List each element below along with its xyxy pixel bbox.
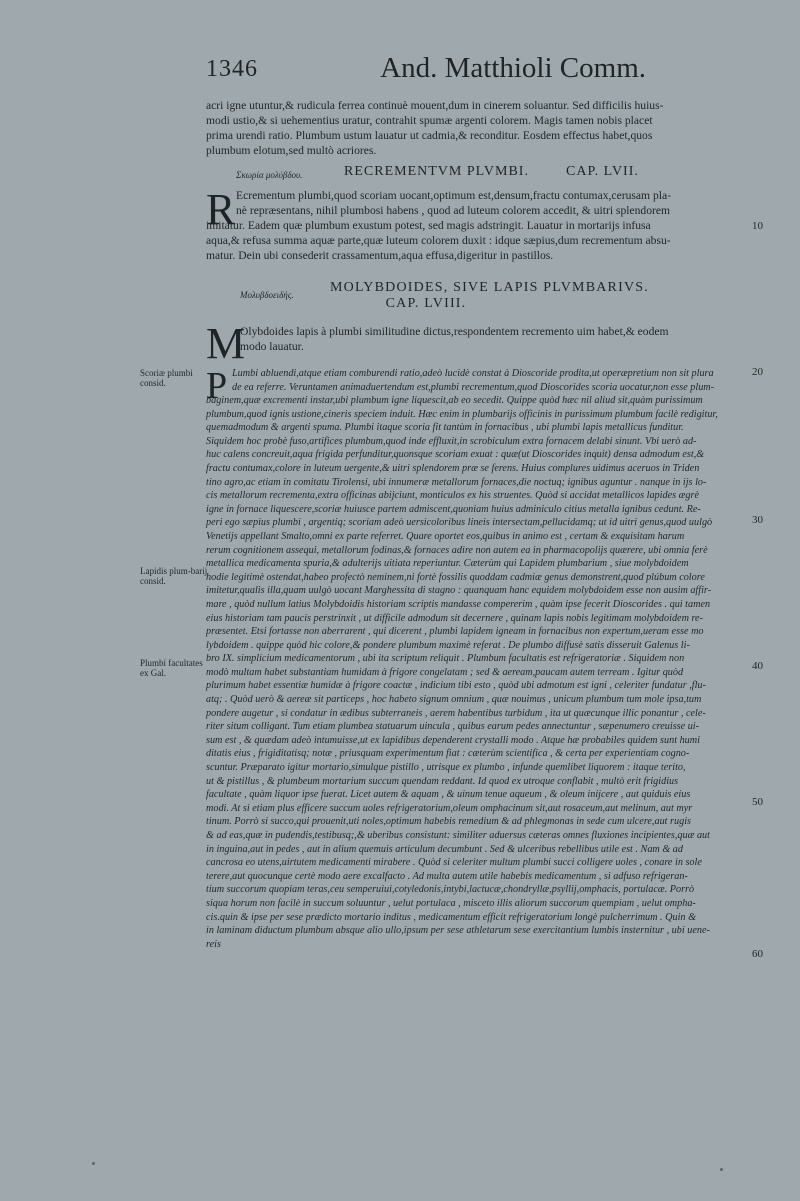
text-line: quemadmodum & argenti spuma. Plumbi itaque scoria fit tantùm in fornacibus , ubi plumbi lapis metallicus funditur. <box>206 422 684 434</box>
line-number: 20 <box>752 366 763 378</box>
running-head: And. Matthioli Comm. <box>380 52 646 84</box>
margin-note: Lapidis plum-barij consid. <box>140 566 208 586</box>
line-number: 60 <box>752 948 763 960</box>
text-line: Siquidem hoc probè fuso,artifices plumbum,quod inde effluxit,in scrobiculum extra fornacem delabi sinunt. Vbi uerò ad- <box>206 435 697 447</box>
chapter-number: CAP. LVII. <box>566 164 639 179</box>
text-line: rerum cognitionem assequi, metallorum fodinas,& fornaces adire non autem ea in pharmacopolijs quærere, ubi omnia ferè <box>206 544 708 556</box>
greek-title: Μολυβδοειδής. <box>240 290 294 300</box>
text-line: imitetur,qualis illa,quam uulgò uocant Marghessita di stagno : quanquam hanc equidem molybdoidem esse non ausim affir- <box>206 585 712 597</box>
text-line: acri igne utuntur,& rudicula ferrea continuè mouent,dum in cinerem soluantur. Sed difficilis huius- <box>206 99 664 112</box>
margin-note: Plumbi facultates ex Gal. <box>140 658 203 678</box>
text-line: plumbum,quod ignis ustione,cineris speciem induit. Hæc enim in plumbarijs officinis in purissimum plumbum facilè redigitur, <box>206 408 718 420</box>
greek-title: Σκωρία μολύβδου. <box>236 170 303 180</box>
commentary-text <box>232 367 715 394</box>
text-line: nè repræsentans, nihil plumbosi habens , quod ad luteum colorem accedit, & uitri splendorem <box>236 204 671 217</box>
text-line: riter situm colligant. Tum etiam plumbea statuarum uincula , quibus earum pedes annectuntur , sæpenumero creuisse ui- <box>206 721 700 733</box>
commentary-text-cont <box>206 394 718 951</box>
text-line: lybdoidem . quippe quòd hic colore,& pondere plumbum maximè referat . De plumbo diffusè satis disseruit Galenus li- <box>206 639 690 651</box>
chapter-title: MOLYBDOIDES, SIVE LAPIS PLVMBARIVS. <box>330 280 649 295</box>
text-line: fractu contumax,colore in luteum uergente,& uitri splendorem præ se ferens. Huius complures uidimus aceruos in Triden <box>206 462 700 474</box>
text-line: plumbum elotum,sed multò acriores. <box>206 144 377 157</box>
text-line: imitatur. Eadem quæ plumbum exustum potest, sed magis adstringit. Lauatur in mortarijs infusa <box>206 219 651 232</box>
text-line: siqua horum non facilè in succum soluuntur , uelut portulaca , misceto illis aliorum succorum quempiam , uelut ompha- <box>206 897 696 909</box>
text-line: pondere augetur , si condatur in ædibus subterraneis , aerem habentibus turbidum , ita ut quæcunque illic ponantur , cele- <box>206 707 706 719</box>
text-line: mare , quòd nullum latius Molybdoidis historiam scriptis mandasse compererim , quàm ipse fecerit Dioscorides . qui tamen <box>206 598 711 610</box>
page-number: 1346 <box>206 56 258 82</box>
text-line: atq; . Quòd uerò & aereæ sit particeps , hoc habeto signum omnium , quæ nouimus , unicum plumbum tum mole ipsa,tum <box>206 694 702 706</box>
text-line: modi ustio,& si uehementius uratur, contrahit spumæ argenti colorem. Magis tamen nobis placet <box>206 114 653 127</box>
text-line: tinum. Porrò si succo,qui prouenit,uti noles,optimum habebis remedium & ad phlegmonas in sede cum ulcere,aut rugis <box>206 816 691 828</box>
text-line: in inguina,aut in pedes , aut in alium quemuis articulum decumbunt . Sed & ulceribus rebellibus utile est . Nam & ad <box>206 843 683 855</box>
text-line: ditatis eius , frigiditatisq; notæ , priusquam experimentum fiat : cæterùm scientifica , & certa per experientiam cogno- <box>206 748 690 760</box>
text-line: baginem,quæ excrementi instar,ubi plumbum igne liquescit,ab eo secedit. Quippe quòd hæc nil aliud sit,quàm purissimum <box>206 395 703 406</box>
ink-spot <box>92 1162 95 1165</box>
text-line: cancrosa eo utens,uirtutem medicamenti mirabere . Quòd si celeriter multum plumbi succi colligere uoles , conare in sole <box>206 857 702 869</box>
text-line: & ad eas,quæ in pudendis,testibusq;,& uberibus consistunt: similiter aduersus cæteras omnes fluxiones incipientes,quæ aut <box>206 830 710 841</box>
line-number: 40 <box>752 660 763 672</box>
text-line: huc calens concreuit,aqua frigida perfunditur,quonsque scoriam exuat : quæ(ut Dioscorides inquit) densa admodum est,& <box>206 449 705 461</box>
text-line: plurimum habet essentiæ humidæ à frigore coactæ , indicium tibi esto , quòd ubi admotum est igni , celeriter fundatur ,flu- <box>206 680 706 692</box>
text-line: tium succorum quopiam teras,ceu semperuiui,cotyledonis,intybi,lactucæ,chondryllæ,psyllij,omphacis, portulacæ. Porrò <box>206 884 695 896</box>
line-number: 10 <box>752 220 763 232</box>
chapter-paragraph <box>236 188 671 218</box>
chapter-title: RECREMENTVM PLVMBI. <box>344 164 529 179</box>
text-line: in laminam diductum plumbum absque alio ullo,ipsum per sese athletarum sese exercitantium lumbis insternitur , ubi uene- <box>206 925 710 937</box>
text-line: de ea referre. Veruntamen animaduertendum est,plumbi recrementum,quod Dioscorides scoria uocatur,non esse plum- <box>232 381 715 393</box>
page-header <box>206 52 646 86</box>
text-line: cis.quin & ipse per sese prædicto mortario inditus , medicamentum efficit refrigeratorium longè pulcherrimum . Quin & <box>206 911 696 923</box>
text-line: peri ego sæpius plumbi , argentiq; scoriam adeò uersicoloribus lineis intersectam,pellucidamq; ut id uitri genus,quod uulgò <box>206 517 713 529</box>
text-line: sum est , & quædam adeò intumuisse,ut ex lapidibus dependerent crystalli modo . Atque hæ probabiles quidem sunt humi <box>206 734 700 746</box>
chapter-paragraph <box>240 324 669 354</box>
text-line: ut & pistillus , & plumbeum mortarium succum quendam reddant. Id quod ex utroque conflabit , multò erit frigidius <box>206 775 679 787</box>
text-line: matur. Dein ubi consederit crassamentum,aqua effusa,digeritur in pastillos. <box>206 249 554 262</box>
text-line: facultate , quàm liquor ipse fuerat. Licet autem & aquam , & uinum tenue aqueum , & oleum inijcere , aut quiduis eius <box>206 789 691 801</box>
line-number: 50 <box>752 796 763 808</box>
text-line: hodie legitimè ostendat,habeo profectò neminem,ni fortè fossilis quoddam cadmiæ genus demonstrent,quod plúbum colore <box>206 571 705 583</box>
text-line: cis metallorum recrementa,extra officinas abijciunt, monticulos ex his struentes. Quòd si accidat metallicos lapides ægrè <box>206 490 699 502</box>
drop-cap: M <box>206 319 246 368</box>
text-line: Olybdoides lapis à plumbi similitudine dictus,respondentem recremento uim habet,& eodem <box>240 325 669 338</box>
margin-note: Scoriæ plumbi consid. <box>140 368 193 388</box>
text-line: reis <box>206 938 221 950</box>
intro-paragraph <box>206 98 664 158</box>
ink-spot <box>720 1168 723 1171</box>
chapter-number: CAP. LVIII. <box>385 296 467 311</box>
text-line: modi. At si etiam plus efficere succum uoles refrigeratorium,oleum omphacinum sit,aut rosaceum,aut melinum, aut myr <box>206 802 693 814</box>
drop-cap: R <box>206 185 236 234</box>
text-line: aqua,& refusa summa aquæ parte,quæ luteum colorem duxit : idque sæpius,dum recrementum absu- <box>206 234 671 247</box>
text-line: tino agro,ac etiam in comitatu Tirolensi, ubi innumeræ metallorum fornaces,die noctuq; ignibus aguntur . nanque in ijs lo- <box>206 476 707 488</box>
line-number: 30 <box>752 514 763 526</box>
text-line: modò multam habet substantiam humidam à frigore congelatam ; sed & aeream,paucam autem terream . Igitur quòd <box>206 666 684 678</box>
text-line: prima urendi ratio. Plumbum ustum lauatur ut cadmia,& reconditur. Eosdem effectus habet,quos <box>206 129 653 142</box>
text-line: Lumbi abluendi,atque etiam comburendi ratio,adeò lucidè constat à Dioscoride prodita,ut operæpretium non sit plura <box>232 368 714 379</box>
text-line: eius historiam tam paucis perstrinxit , ut difficile admodum sit decernere , quinam lapis nobis legitimam molybdoidem re- <box>206 612 703 624</box>
text-line: modo lauatur. <box>240 340 304 353</box>
chapter-paragraph-cont <box>206 218 671 263</box>
text-line: Venetijs appellant Smalto,omni ex parte referret. Quare oportet eos,quibus in animo est , certam & exquisitam harum <box>206 530 685 542</box>
text-line: terere,aut quocunque certè modo aere excalfacto . Ad multa autem utile habebis medicamentum , si adfuso refrigeran- <box>206 870 688 882</box>
text-line: scuntur. Præparato igitur mortario,simulque pistillo , utrisque ex plumbo , infunde quemlibet liquorem : itaque terito, <box>206 762 686 774</box>
drop-cap: P <box>206 365 228 407</box>
text-line: præsentet. Etsi fortasse non aberrarent , qui dicerent , plumbi lapidem igneam in fornacibus non expertum,ueram esse mo <box>206 626 704 638</box>
text-line: Ecrementum plumbi,quod scoriam uocant,optimum est,densum,fractu contumax,cerusam pla- <box>236 189 671 202</box>
text-line: igne in fornace liquescere,scoriæ huiusce partem admiscent,quoniam huius adminiculo citius metalla ignibus cedunt. Re- <box>206 503 701 515</box>
text-line: metallica medicamenta spuria,& adulterijs uitiata reperiuntur. Cæterùm qui Lapidem plumbarium , siue molybdoidem <box>206 558 689 570</box>
text-line: bro IX. simplicium medicamentorum , ubi ita scriptum reliquit . Plumbum facultatis est refrigeratoriæ . Siquidem non <box>206 653 685 665</box>
